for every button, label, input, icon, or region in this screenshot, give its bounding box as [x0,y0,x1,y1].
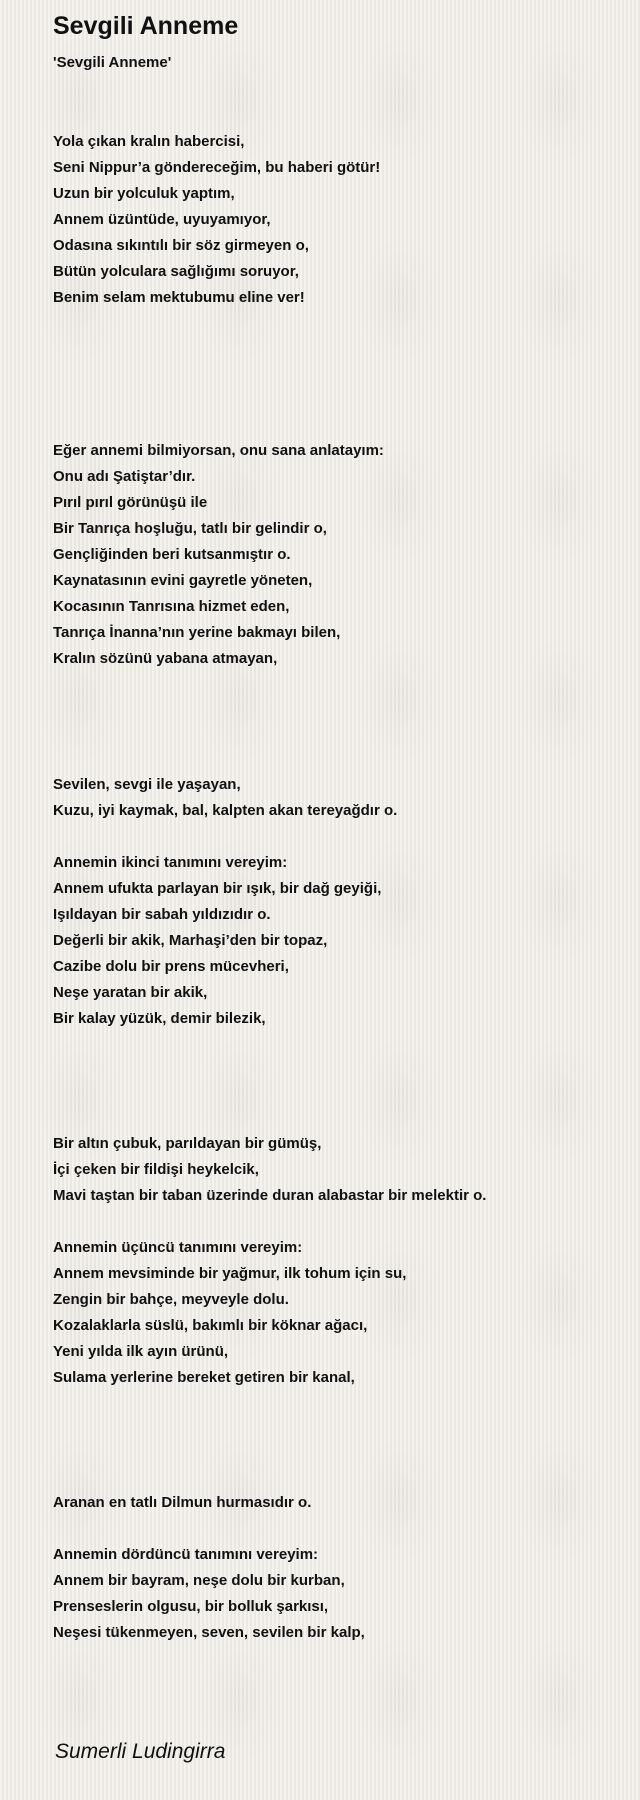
poem-line: Kralın sözünü yabana atmayan, [53,650,278,667]
poem-line: Tanrıça İnanna’nın yerine bakmayı bilen, [53,624,341,641]
poem-line: Annem üzüntüde, uyuyamıyor, [53,211,271,228]
poem-line: İçi çeken bir fildişi heykelcik, [53,1161,259,1178]
stanza-3 [53,772,397,1032]
poem-line: Annemin üçüncü tanımını vereyim: [53,1239,303,1256]
poem-line: Bütün yolculara sağlığımı soruyor, [53,263,299,280]
stanza-5 [53,1490,365,1646]
poem-line: Odasına sıkıntılı bir söz girmeyen o, [53,237,309,254]
poem-line: Işıldayan bir sabah yıldızıdır o. [53,906,271,923]
poem-line: Bir Tanrıça hoşluğu, tatlı bir gelindir o, [53,520,327,537]
poem-line: Annem ufukta parlayan bir ışık, bir dağ geyiği, [53,880,382,897]
stanza-gap [53,1516,365,1542]
poem-line: Neşesi tükenmeyen, seven, sevilen bir kalp, [53,1624,365,1641]
poem-line: Gençliğinden beri kutsanmıştır o. [53,546,291,563]
poem-line: Neşe yaratan bir akik, [53,984,208,1001]
poem-line: Seni Nippur’a göndereceğim, bu haberi götür! [53,159,381,176]
poem-line: Sulama yerlerine bereket getiren bir kanal, [53,1369,355,1386]
poem-line: Annemin dördüncü tanımını vereyim: [53,1546,319,1563]
poem-line: Prenseslerin olgusu, bir bolluk şarkısı, [53,1598,329,1615]
poem-line: Kozalaklarla süslü, bakımlı bir köknar ağacı, [53,1317,368,1334]
poem-line: Kuzu, iyi kaymak, bal, kalpten akan tereyağdır o. [53,802,398,819]
poem-line: Cazibe dolu bir prens mücevheri, [53,958,289,975]
stanza-gap [53,824,397,850]
poem-line: Yola çıkan kralın habercisi, [53,133,245,150]
poem-line: Onu adı Şatiştar’dır. [53,468,196,485]
poem-line: Yeni yılda ilk ayın ürünü, [53,1343,229,1360]
poem-subtitle: 'Sevgili Anneme' [53,54,172,71]
poem-line: Pırıl pırıl görünüşü ile [53,494,208,511]
poem-author: Sumerli Ludingirra [55,1740,226,1763]
poem-line: Sevilen, sevgi ile yaşayan, [53,776,241,793]
poem-line: Mavi taştan bir taban üzerinde duran alabastar bir melektir o. [53,1187,487,1204]
poem-line: Kocasının Tanrısına hizmet eden, [53,598,290,615]
poem-line: Annemin ikinci tanımını vereyim: [53,854,288,871]
stanza-1 [53,129,380,311]
poem-line: Benim selam mektubumu eline ver! [53,289,305,306]
stanza-2 [53,438,384,672]
stanza-gap [53,1209,486,1235]
poem-line: Aranan en tatlı Dilmun hurmasıdır o. [53,1494,312,1511]
poem-line: Annem bir bayram, neşe dolu bir kurban, [53,1572,345,1589]
poem-line: Annem mevsiminde bir yağmur, ilk tohum için su, [53,1265,407,1282]
stanza-4 [53,1131,486,1391]
poem-line: Bir altın çubuk, parıldayan bir gümüş, [53,1135,322,1152]
poem-line: Uzun bir yolculuk yaptım, [53,185,235,202]
poem-line: Kaynatasının evini gayretle yöneten, [53,572,313,589]
poem-title: Sevgili Anneme [53,12,239,40]
poem-line: Bir kalay yüzük, demir bilezik, [53,1010,266,1027]
poem-line: Eğer annemi bilmiyorsan, onu sana anlatayım: [53,442,384,459]
poem-line: Zengin bir bahçe, meyveyle dolu. [53,1291,289,1308]
poem-line: Değerli bir akik, Marhaşi’den bir topaz, [53,932,328,949]
